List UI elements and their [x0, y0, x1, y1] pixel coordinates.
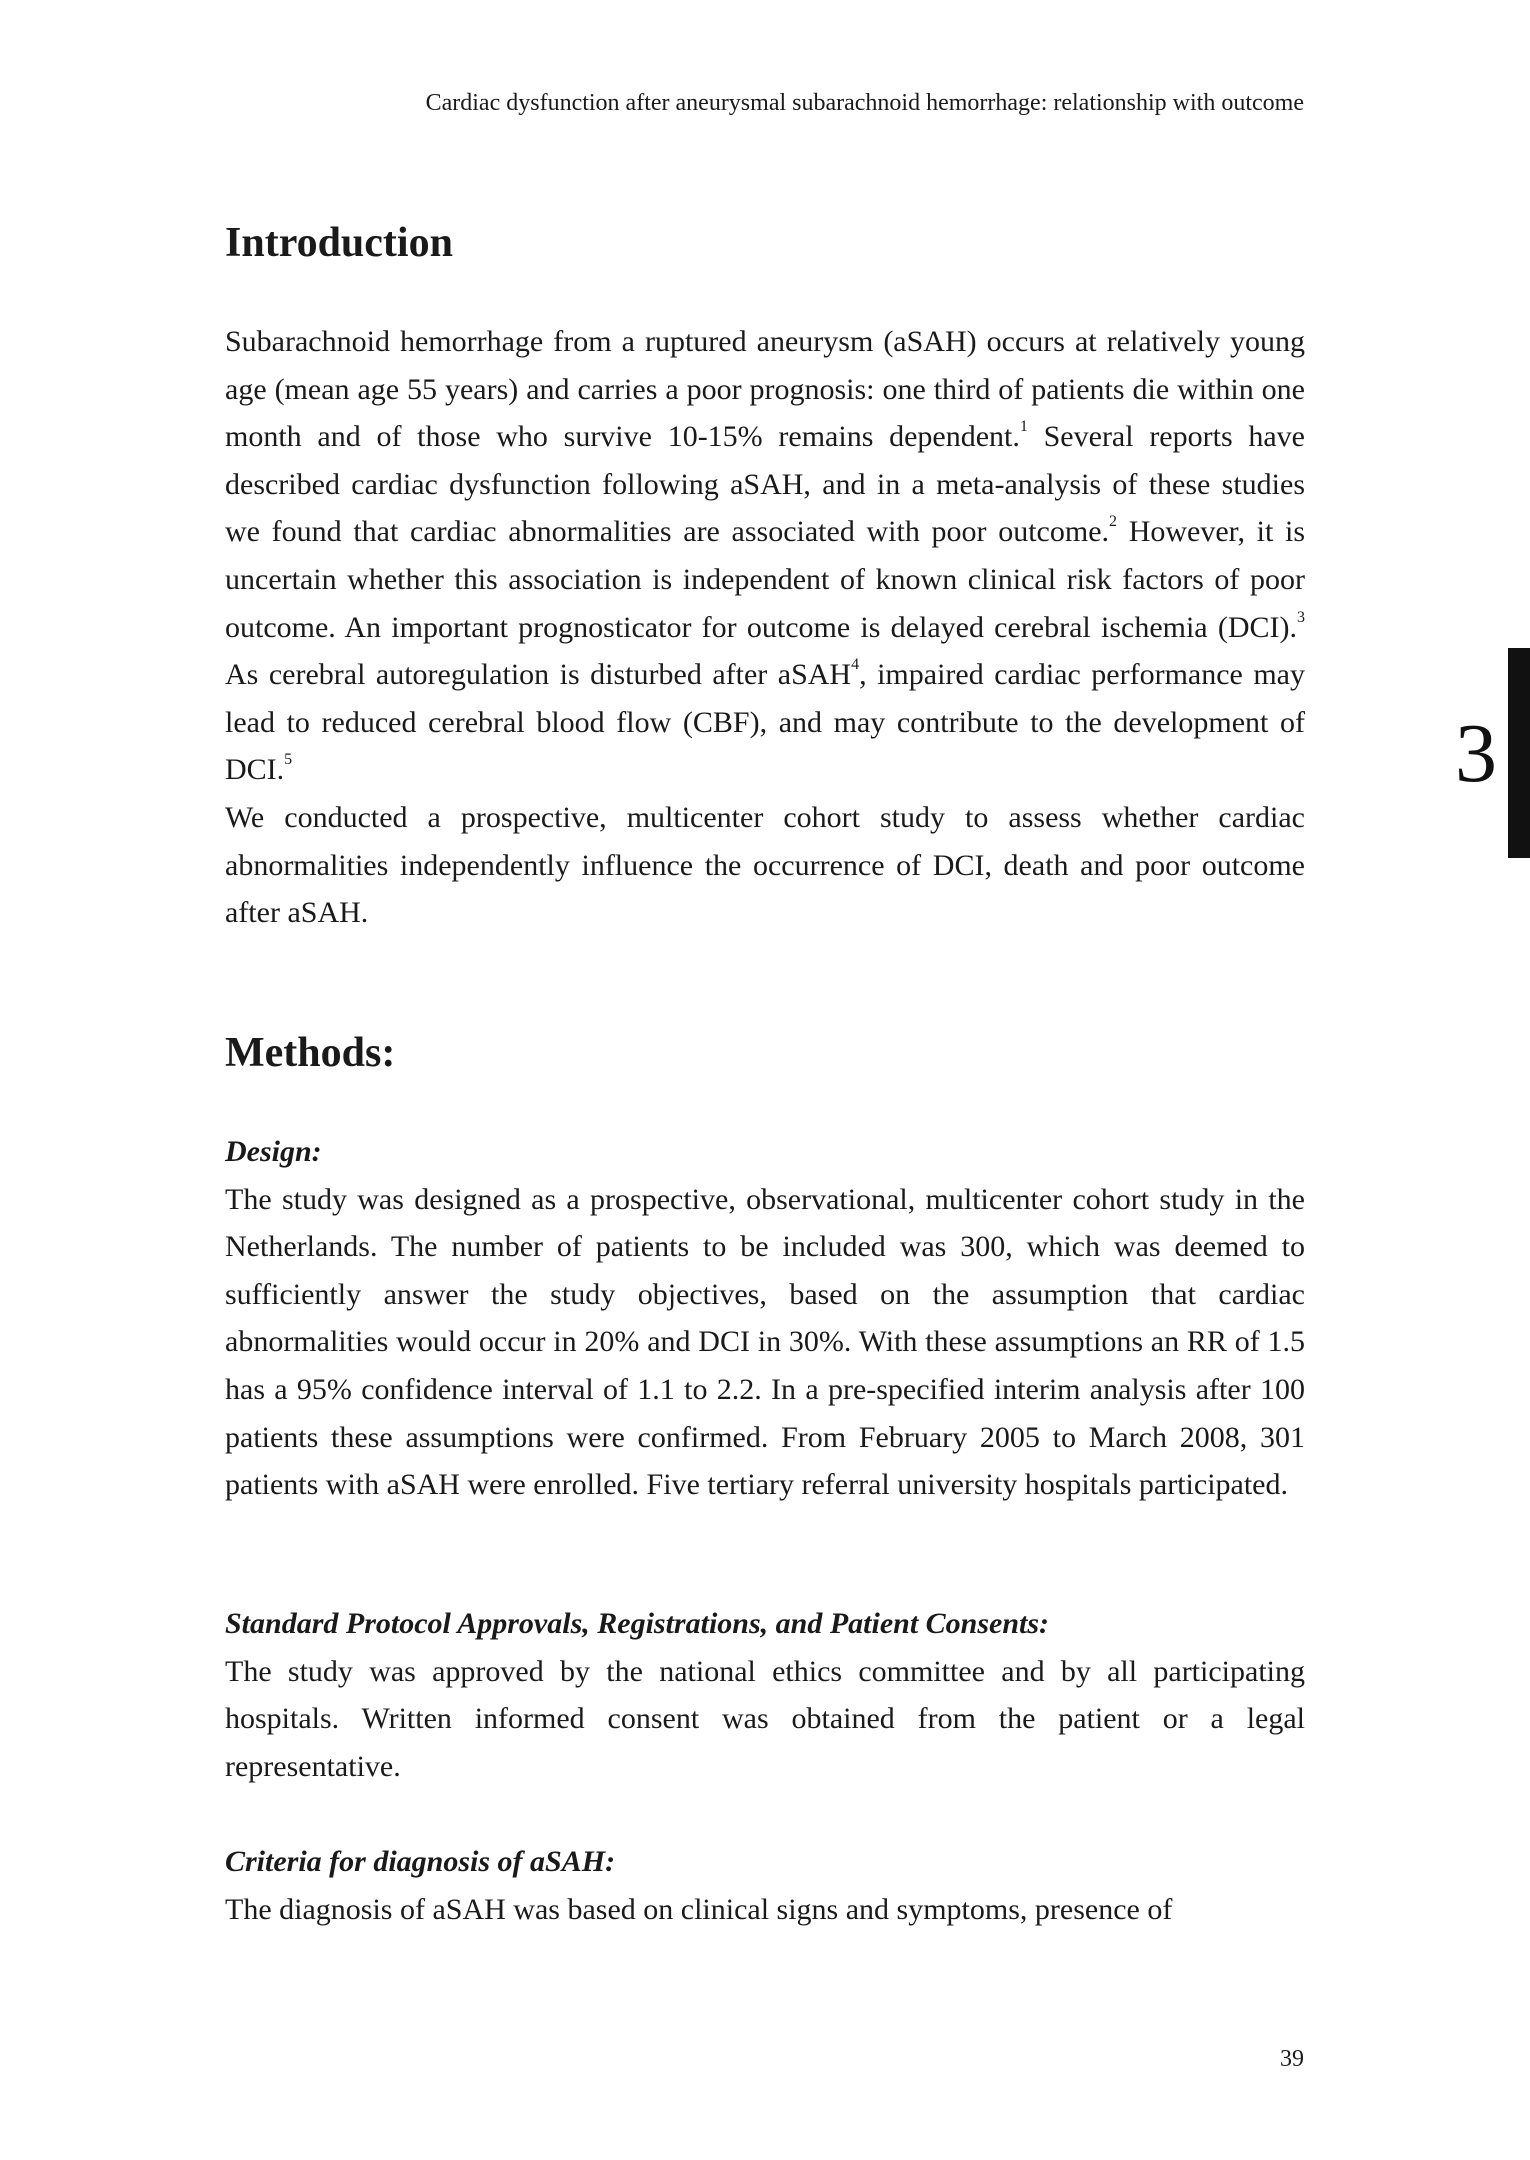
citation-3: 3 — [1297, 608, 1305, 626]
citation-1: 1 — [1019, 418, 1028, 436]
introduction-paragraph-1 — [225, 318, 1305, 794]
chapter-tab-marker — [1508, 648, 1530, 858]
methods-section — [225, 1028, 1305, 1078]
design-block — [225, 1128, 1305, 1509]
criteria-text: The diagnosis of aSAH was based on clinical signs and symptoms, presence of — [225, 1892, 1173, 1926]
intro-text-e: , impaired cardiac performance may lead to reduced cerebral blood flow (CBF), and may contribute to the development of DCI. — [225, 658, 1305, 787]
citation-5: 5 — [284, 751, 293, 769]
design-subheading: Design: — [225, 1135, 322, 1168]
page-number: 39 — [1280, 2046, 1304, 2072]
running-header: Cardiac dysfunction after aneurysmal subarachnoid hemorrhage: relationship with outcome — [425, 90, 1304, 116]
intro-text-d: As cerebral autoregulation is disturbed after aSAH — [225, 658, 852, 692]
consents-block — [225, 1600, 1305, 1790]
consents-subheading: Standard Protocol Approvals, Registrations, and Patient Consents: — [225, 1607, 1050, 1640]
intro-text-a: Subarachnoid hemorrhage from a ruptured aneurysm (aSAH) occurs at relatively young age (mean age 55 years) and carries a poor prognosis: one third of patients die within one month and of those who survive 10-15% remains dependent. — [225, 325, 1305, 454]
introduction-section — [225, 218, 1305, 268]
introduction-paragraph-2: We conducted a prospective, multicenter cohort study to assess whether cardiac abnormalities independently influence the occurrence of DCI, death and poor outcome after aSAH. — [225, 800, 1305, 930]
chapter-number: 3 — [1455, 707, 1497, 800]
design-text: The study was designed as a prospective, observational, multicenter cohort study in the Netherlands. The number of patients to be included was 300, which was deemed to sufficiently answer the study objectives, based on the assumption that cardiac abnormalities would occur in 20% and DCI in 30%. With these assumptions an RR of 1.5 has a 95% confidence interval of 1.1 to 2.2. In a pre-specified interim analysis after 100 patients these assumptions were confirmed. From February 2005 to March 2008, 301 patients with aSAH were enrolled. Five tertiary referral university hospitals participated. — [225, 1182, 1305, 1502]
intro-text-b: Several reports have described cardiac dysfunction following aSAH, and in a meta-analysis of these studies we found that cardiac abnormalities are associated with poor outcome. — [225, 420, 1305, 549]
introduction-body — [225, 318, 1305, 937]
criteria-subheading: Criteria for diagnosis of aSAH: — [225, 1845, 616, 1878]
methods-heading: Methods: — [225, 1030, 396, 1076]
criteria-block — [225, 1838, 1305, 1933]
citation-4: 4 — [851, 656, 860, 674]
introduction-heading: Introduction — [225, 220, 453, 266]
citation-2: 2 — [1109, 513, 1118, 531]
intro-text-c: However, it is uncertain whether this association is independent of known clinical risk factors of poor outcome. An important prognosticator for outcome is delayed cerebral ischemia (DCI). — [225, 515, 1305, 644]
consents-text: The study was approved by the national ethics committee and by all participating hospitals. Written informed consent was obtained from the patient or a legal representative. — [225, 1654, 1305, 1783]
